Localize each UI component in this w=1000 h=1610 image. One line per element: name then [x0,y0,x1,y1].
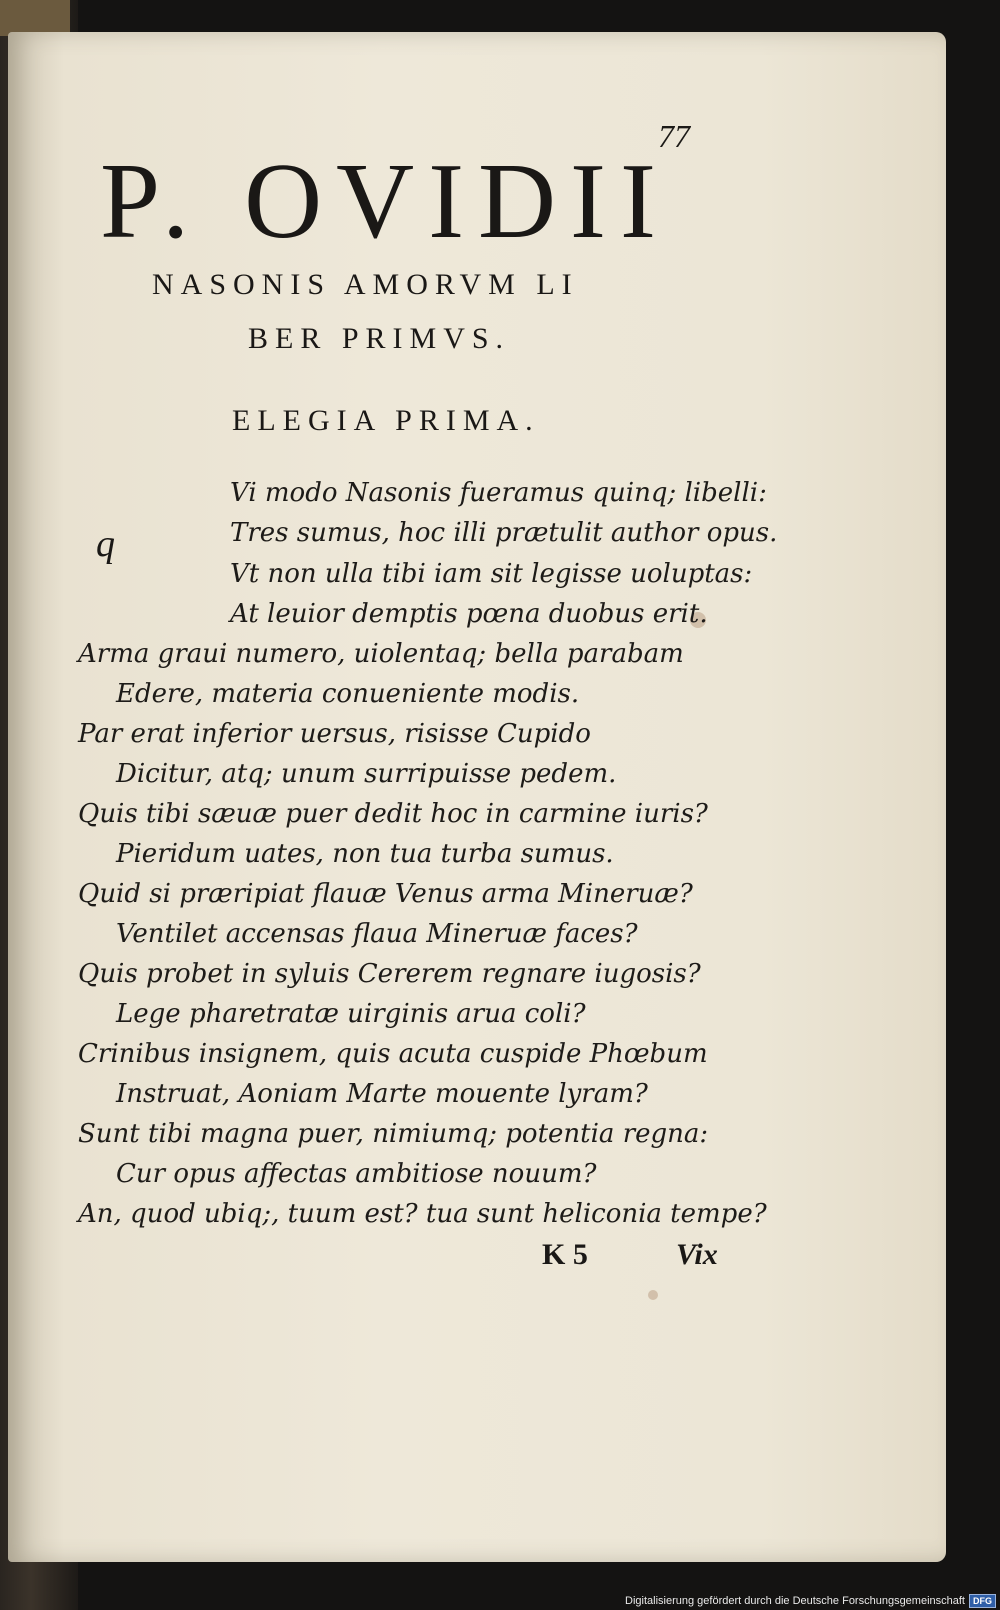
page-number: 77 [658,118,690,154]
verse-line: At leuior demptis pœna duobus erit. [230,599,708,629]
digitization-credit [625,1594,996,1608]
marginal-mark: q [96,523,115,565]
book-page [8,32,946,1562]
verse-line: An, quod ubiq;, tuum est? tua sunt heliconia tempe? [78,1199,767,1229]
verse-line: Vi modo Nasonis fueramus quinq; libelli: [230,478,767,508]
dfg-logo-icon: DFG [969,1594,996,1608]
binding-edge [0,0,70,36]
verse-line: Quis probet in syluis Cererem regnare iugosis? [78,959,701,989]
stain-spot [648,1290,658,1300]
verse-line: Lege pharetratæ uirginis arua coli? [116,999,586,1029]
verse-line: Tres sumus, hoc illi prætulit author opus. [230,518,778,548]
verse-line: Edere, materia conueniente modis. [116,679,580,709]
verse-line: Instruat, Aoniam Marte mouente lyram? [116,1079,648,1109]
elegia-heading: ELEGIA PRIMA. [232,404,540,437]
verse-line: Pieridum uates, non tua turba sumus. [116,839,614,869]
signature-mark: K 5 [542,1238,588,1271]
verse-line: Quid si præripiat flauæ Venus arma Mineruæ? [78,879,693,909]
verse-line: Crinibus insignem, quis acuta cuspide Phœbum [78,1039,708,1069]
credit-text: Digitalisierung gefördert durch die Deutsche Forschungsgemeinschaft [625,1595,965,1607]
catchword: Vix [676,1238,718,1271]
verse-line: Arma graui numero, uiolentaq; bella parabam [78,639,684,669]
verse-line: Par erat inferior uersus, risisse Cupido [78,719,591,749]
title-line-2: BER PRIMVS. [248,322,511,355]
verse-line: Ventilet accensas flaua Mineruæ faces? [116,919,638,949]
verse-line: Dicitur, atq; unum surripuisse pedem. [116,759,617,789]
verse-line: Cur opus affectas ambitiose nouum? [116,1159,597,1189]
verse-line: Sunt tibi magna puer, nimiumq; potentia regna: [78,1119,709,1149]
verse-line: Quis tibi sæuæ puer dedit hoc in carmine iuris? [78,799,708,829]
title-line-1: NASONIS AMORVM LI [152,268,579,301]
verse-line: Vt non ulla tibi iam sit legisse uoluptas: [230,559,753,589]
title-author: P. OVIDII [100,142,670,261]
